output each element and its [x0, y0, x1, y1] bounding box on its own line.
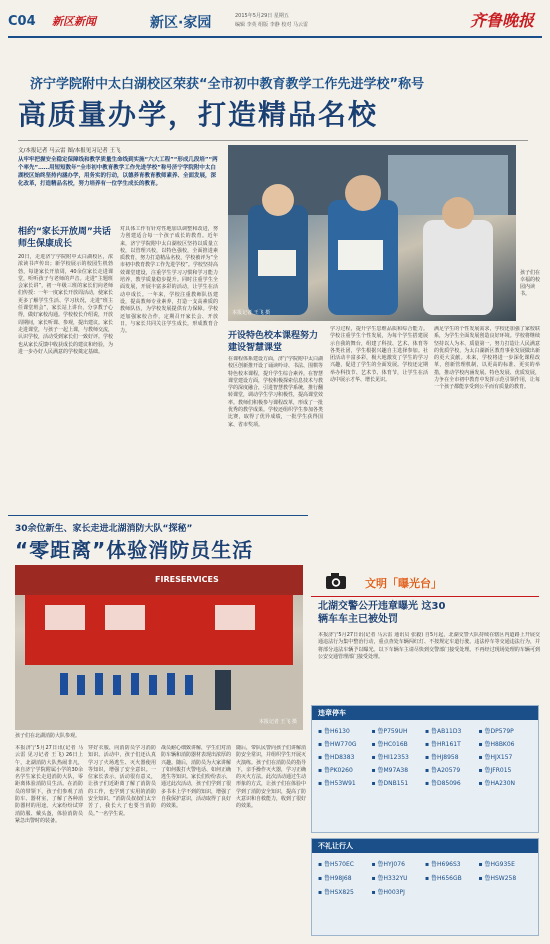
plate-number: ▪ 鲁JFR015 — [479, 765, 533, 774]
page-number: C04 — [8, 14, 36, 29]
divider — [18, 140, 528, 141]
plate-number: ▪ 鲁HJX157 — [479, 752, 533, 761]
plate-number: ▪ 鲁H003PJ — [372, 887, 426, 896]
main-kicker: 济宁学院附中太白湖校区荣获“全市初中教育教学工作先进学校”称号 — [30, 77, 425, 92]
fire-photo-caption: 孩子们在北湖消防大队参观。 — [15, 733, 81, 739]
lead-paragraph: 从牢牢把握安全稳定保障线和教学质量生命线到实施“六大工程”“形成几段培”“两个率先”……用短短数年“全市初中教育教学工作先进学校”称号济宁学院附中太白湖校区始终坚持内涵办学，用务实的行动，以德养育教育教师素养、全面发展，深化改革，打造精品名校，努力培养有一位学生成长的教育。 — [18, 157, 218, 187]
plate-number: ▪ 鲁H53W91 — [318, 778, 372, 787]
fire-column-3: 战员耐心细致讲解，学生们对消防车辆和消防器材表现出浓厚的兴趣。随后，消防员为大家讲解了如何拨打火警电话、如何正确逃生等知识。家长们纷纷表示，通过此次活动，孩子们学到了很多书本上学不到的知识，增强了自我保护意识，活动取得了良好的效果。 — [161, 745, 231, 810]
not-yielding-list — [311, 838, 539, 936]
plate-number: ▪ 鲁HR161T — [425, 739, 479, 748]
page-header — [0, 0, 550, 40]
plate-number: ▪ 鲁H656GB — [425, 873, 479, 882]
plate-number: ▪ 鲁PK0260 — [318, 765, 372, 774]
fire-kicker: 30余位新生、家长走进北湖消防大队“探秘” — [15, 524, 193, 534]
plate-number: ▪ 鲁H696S3 — [425, 859, 479, 868]
traffic-title: 北湖交警公开违章曝光 这30辆车车主已被处罚 — [318, 601, 446, 625]
plate-number: ▪ 鲁M97A38 — [372, 765, 426, 774]
plate-number: ▪ 鲁HA230N — [479, 778, 533, 787]
article-column-3: 在课程体系建设方面，济宁学院附中太白湖校区创新推开设了诵读吟诗、书法、围棋等特色校本课程，提升学生综合素养。在智慧课堂建设方面，学校积极探索信息技术与教学的深度融合，引进智慧教学系统，推行翻转课堂，调动学生学习积极性，提高课堂效率。教师们积极参与课程改革，形成了一批优秀的教学成果。学校还组织学生参加各类比赛，取得了优异成绩，一批学生获得国家、省市奖项。 — [228, 356, 323, 428]
fire-column-4: 随后，带队民警向孩子们讲解消防安全常识，并组织学生开展灭火演练。孩子们在消防员的指导下，亲手操作灭火器，学习正确的灭火方法。此次活动通过生动形象的方式，让孩子们在体验中学到了消防安全知识，提高了防火意识和自救能力，收到了很好的效果。 — [236, 745, 306, 810]
plate-number: ▪ 鲁HSX825 — [318, 887, 372, 896]
plate-number: ▪ 鲁HYJ076 — [372, 859, 426, 868]
plate-number: ▪ 鲁HI12353 — [372, 752, 426, 761]
fire-column-1: 本报济宁5月27日讯(记者 马云雷 见习记者 王飞) 26日上午，北湖消防大队热闹非凡，来自济宁学院附属小学的30余名学生家长走进消防大队，零距离体验消防员生活。在消防员的带领下，孩子们参观了消防车、器材室，了解了各种消防器材的用途。大家纷纷试穿消防服、戴头盔，体验消防员紧急出警时的装备。 — [15, 745, 83, 824]
plate-number: ▪ 鲁H98J68 — [318, 873, 372, 882]
plate-number: ▪ 鲁A20579 — [425, 765, 479, 774]
photo-caption: 孩子们在幸福的校园内读书。 — [520, 270, 541, 297]
fire-headline: “零距离”体验消防员生活 — [15, 538, 254, 562]
photo-credit: 本报记者 王飞 摄 — [232, 310, 271, 316]
article-column-2: 对具体工作有针对性地加以调整和改进，努力创建适合每一个孩子成长的教育。近年来，济宁学院附中太白湖校区坚持以质量立校，以管理兴校，以特色强校，全面推进素质教育，努力打造精品名校，学校被评为“全市初中教育教学工作先进学校”。学校坚持高效课堂建设，注重学生学习习惯和学习能力培养，教学质量稳步提升。同时注重学生全面发展，开展丰富多彩的活动，让学生在活动中成长。一年来，学校注重教师队伍建设，提高教师专业素养，打造一支高素质的教师队伍，为学校发展提供有力保障。学校还加强家校合作，定期召开家长会、开放日，与家长共同关注学生成长，形成教育合力。 — [120, 226, 218, 335]
plate-number: ▪ 鲁P759UH — [372, 726, 426, 735]
plate-number: ▪ 鲁DNB151 — [372, 778, 426, 787]
fire-photo-credit: 本报记者 王飞 摄 — [258, 719, 297, 725]
byline: 文/本报记者 马云雷 图/本报见习记者 王飞 — [18, 148, 121, 154]
main-headline: 高质量办学，打造精品名校 — [18, 98, 379, 131]
illegal-parking-grid — [312, 720, 538, 793]
subhead-smart-classroom: 开设特色校本课程努力建设智慧课堂 — [228, 331, 319, 353]
plate-number: ▪ 鲁HC016B — [372, 739, 426, 748]
culture-rule — [311, 596, 539, 597]
fire-top-rule — [8, 515, 308, 516]
plate-number: ▪ 鲁DP579P — [479, 726, 533, 735]
truck-sign: FIRESERVICES — [155, 575, 219, 584]
fire-station-photo — [15, 565, 303, 730]
newspaper-logo: 齐鲁晚报 — [470, 11, 535, 30]
fire-column-2: 穿好衣服，向消防员学习消防知识。活动中，孩子们还认真学习了火场逃生、灭火器使用等知识，增强了安全意识。一位家长表示，活动很有意义，让孩子们近距离了解了消防员的工作，也学到了实用的消防安全知识。“消防员叔叔们太辛苦了，我长大了也要当消防员。”一名学生说。 — [88, 745, 156, 817]
plate-number: ▪ 鲁AB11D3 — [425, 726, 479, 735]
plate-number: ▪ 鲁H332YU — [372, 873, 426, 882]
plate-number: ▪ 鲁HD8383 — [318, 752, 372, 761]
traffic-text: 本报济宁5月27日讯(记者 马云雷 通讯员 张毅) 自5月起，北湖交警大队持续在辖区内道路上开展交通违法行为集中整治行动，重点查处车辆闯红灯、不按规定车道行驶、违法停车等交通违法行为，并将部分违法车辆予以曝光。以下车辆车主请尽快到交警部门接受处理。不再经过现场处理的车辆可到公安交通管理部门接受处理。 — [318, 632, 540, 660]
culture-exposure-box — [325, 572, 525, 594]
plate-number: ▪ 鲁H570EC — [318, 859, 372, 868]
illegal-parking-title: 违章停车 — [312, 706, 538, 720]
students-illustration — [228, 145, 516, 321]
paper-name: 新区新闻 — [52, 15, 96, 28]
camera-icon — [325, 572, 347, 590]
not-yielding-grid — [312, 853, 538, 902]
illegal-parking-list — [311, 705, 539, 833]
plate-number: ▪ 鲁HW770G — [318, 739, 372, 748]
fire-truck-illustration — [15, 565, 303, 730]
not-yielding-title: 不礼让行人 — [312, 839, 538, 853]
header-rule — [8, 36, 542, 38]
plate-number: ▪ 鲁HJ8958 — [425, 752, 479, 761]
students-reading-photo — [228, 145, 516, 321]
plate-number: ▪ 鲁H8BK06 — [479, 739, 533, 748]
staff-line: 编辑 李英 组版 李静 校对 马云雷 — [235, 22, 308, 28]
plate-number: ▪ 鲁HSW258 — [479, 873, 533, 882]
plate-number: ▪ 鲁D85096 — [425, 778, 479, 787]
culture-title: 文明「曝光台」 — [365, 577, 442, 590]
article-column-1: 20日，走进济宁学院附中太白湖校区，浓浓读书声传出；新学校展示的校园生机勃勃，每逢家长开放周，40余位家长走进课堂，听听孩子与老师的声音。走进“主题班会家长讲”，初一年级三班的家长们向老师们传授：一年一度家长开放周活动，使家长更多了解学生生活、学习状况，走进“班主任课堂班会”，家长站上讲台，分享教子心得，做好家校沟通。学校校长介绍说，开放周期间，家长听课、参观，提出建议。家长走进课堂，与孩子一起上课，与教师交流，认识学校，活动受到家长们一致好评。学校也从家长反馈中收获成长的建议和经验，为进一步办好人民满意的学校奠定基础。 — [18, 254, 113, 355]
subhead-parents-week: 相约“家长开放周”共话师生保康成长 — [18, 227, 111, 249]
section-title: 新区·家园 — [150, 15, 212, 31]
plate-number: ▪ 鲁HG935E — [479, 859, 533, 868]
article-column-4: 学习过程，提升学生思维品质和综合能力。学校注重学生个性发展，为每个学生搭建展示自我的舞台，组建了科技、艺术、体育等各类社团，学生根据兴趣自主选择参加。社团活动丰富多彩，极大地激发了学生的学习兴趣，促进了学生的全面发展。学校还定期举办科技节、艺术节、体育节，让学生在活动中展示才华、增长见识。 — [330, 326, 428, 384]
plate-number: ▪ 鲁H6130 — [318, 726, 372, 735]
date-line: 2015年5月29日 星期五 — [235, 13, 289, 19]
article-column-5: 满足学生的个性发展需求，学校还加强了家校联系，为学生全面发展创造良好环境。学校将继续坚持以人为本、质量第一，努力打造让人民满意的优质学校，为太白湖新区教育事业发展做出新的更大贡献。未来，学校将进一步深化课程改革，创新管理机制，以更高的标准、更实的举措，推动学校内涵发展、特色发展、优质发展，力争在全市初中教育中发挥示范引领作用，让每一个孩子都能享受到公平而有质量的教育。 — [434, 326, 540, 391]
